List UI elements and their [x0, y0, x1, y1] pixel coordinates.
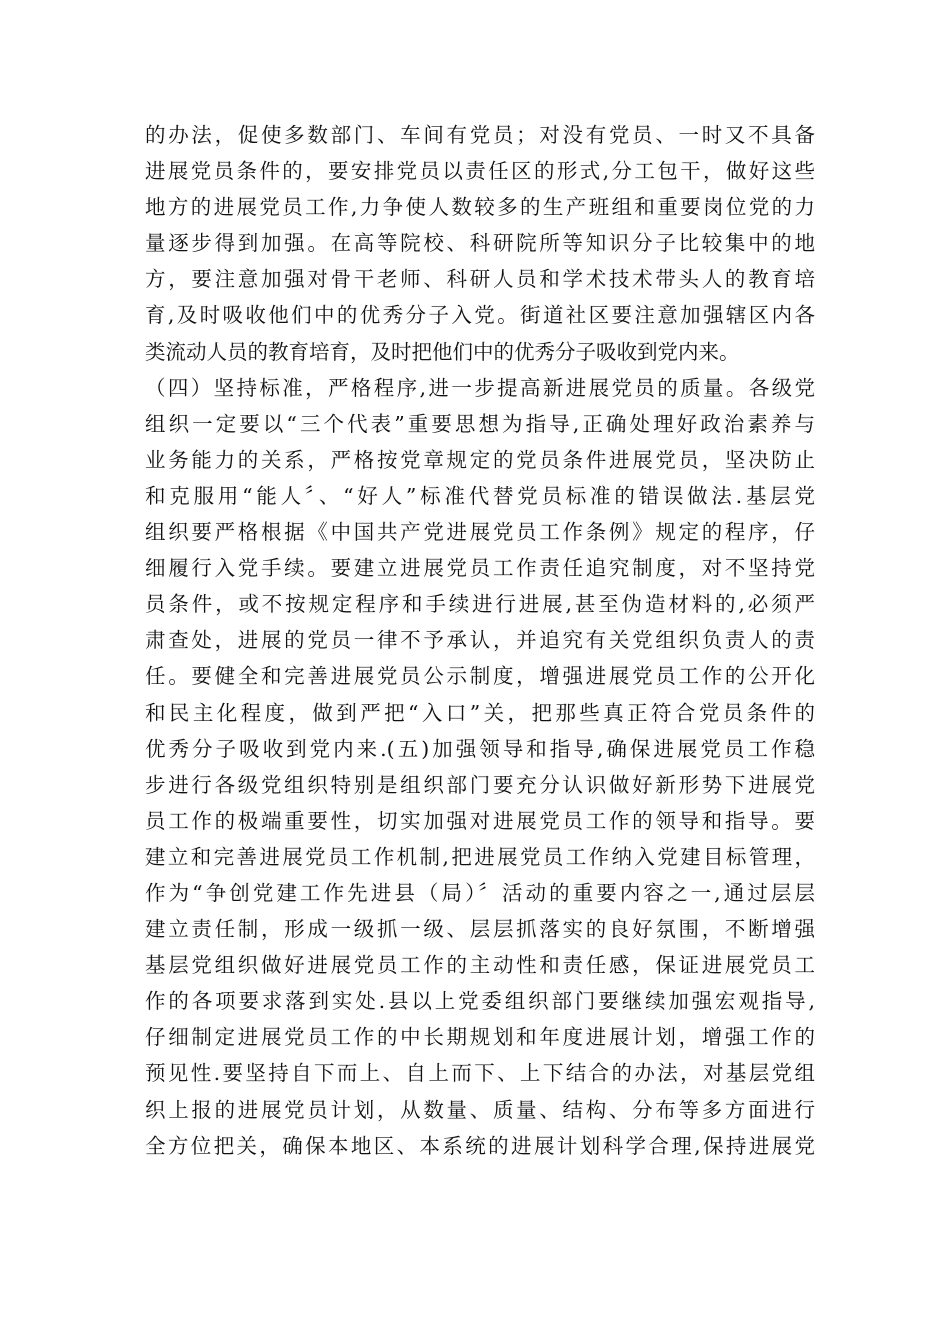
text-line: 细履行入党手续。要建立进展党员工作责任追究制度，对不坚持党 — [145, 556, 815, 581]
text-line: 组织一定要以“三个代表”重要思想为指导,正确处理好政治素养与 — [145, 411, 815, 436]
text-line: 组织要严格根据《中国共产党进展党员工作条例》规定的程序，仔 — [145, 520, 815, 545]
text-line: 肃查处，进展的党员一律不予承认，并追究有关党组织负责人的责 — [145, 628, 815, 653]
text-line: 和民主化程度，做到严把“入口”关，把那些真正符合党员条件的 — [145, 700, 815, 725]
text-line: 任。要健全和完善进展党员公示制度，增强进展党员工作的公开化 — [145, 664, 815, 689]
text-line: 业务能力的关系，严格按党章规定的党员条件进展党员，坚决防止 — [145, 447, 815, 472]
text-line: 预见性.要坚持自下而上、自上而下、上下结合的办法，对基层党组 — [145, 1061, 815, 1086]
text-line: 方，要注意加强对骨干老师、科研人员和学术技术带头人的教育培 — [145, 267, 815, 292]
text-line: 育,及时吸收他们中的优秀分子入党。街道社区要注意加强辖区内各 — [145, 303, 815, 328]
text-line: 建立责任制，形成一级抓一级、层层抓落实的良好氛围，不断增强 — [145, 917, 815, 942]
text-line: 的办法，促使多数部门、车间有党员；对没有党员、一时又不具备 — [145, 123, 815, 147]
text-line: 优秀分子吸收到党内来.(五)加强领导和指导,确保进展党员工作稳 — [145, 736, 815, 761]
text-line: 量逐步得到加强。在高等院校、科研院所等知识分子比较集中的地 — [145, 231, 815, 256]
body-text — [145, 117, 815, 1164]
text-line: 步进行各级党组织特别是组织部门要充分认识做好新形势下进展党 — [145, 772, 815, 797]
text-line: 织上报的进展党员计划，从数量、质量、结构、分布等多方面进行 — [145, 1097, 815, 1122]
text-line: 类流动人员的教育培育，及时把他们中的优秀分子吸收到党内来。 — [145, 339, 740, 364]
text-line: 基层党组织做好进展党员工作的主动性和责任感，保证进展党员工 — [145, 953, 815, 978]
text-line: 和克服用“能人〞、“好人”标准代替党员标准的错误做法.基层党 — [145, 483, 815, 508]
text-line: （四）坚持标准，严格程序,进一步提高新进展党员的质量。各级党 — [145, 375, 815, 400]
text-line: 全方位把关，确保本地区、本系统的进展计划科学合理,保持进展党 — [145, 1133, 815, 1158]
text-line: 员工作的极端重要性，切实加强对进展党员工作的领导和指导。要 — [145, 808, 815, 833]
text-line: 作为“争创党建工作先进县（局）〞活动的重要内容之一,通过层层 — [145, 880, 815, 905]
text-line: 进展党员条件的，要安排党员以责任区的形式,分工包干，做好这些 — [145, 159, 815, 184]
text-line: 员条件，或不按规定程序和手续进行进展,甚至伪造材料的,必须严 — [145, 592, 815, 617]
text-line: 作的各项要求落到实处.县以上党委组织部门要继续加强宏观指导, — [145, 989, 815, 1014]
text-line: 建立和完善进展党员工作机制,把进展党员工作纳入党建目标管理， — [145, 844, 815, 869]
text-line: 地方的进展党员工作,力争使人数较多的生产班组和重要岗位党的力 — [145, 195, 815, 220]
text-line: 仔细制定进展党员工作的中长期规划和年度进展计划，增强工作的 — [145, 1025, 815, 1050]
